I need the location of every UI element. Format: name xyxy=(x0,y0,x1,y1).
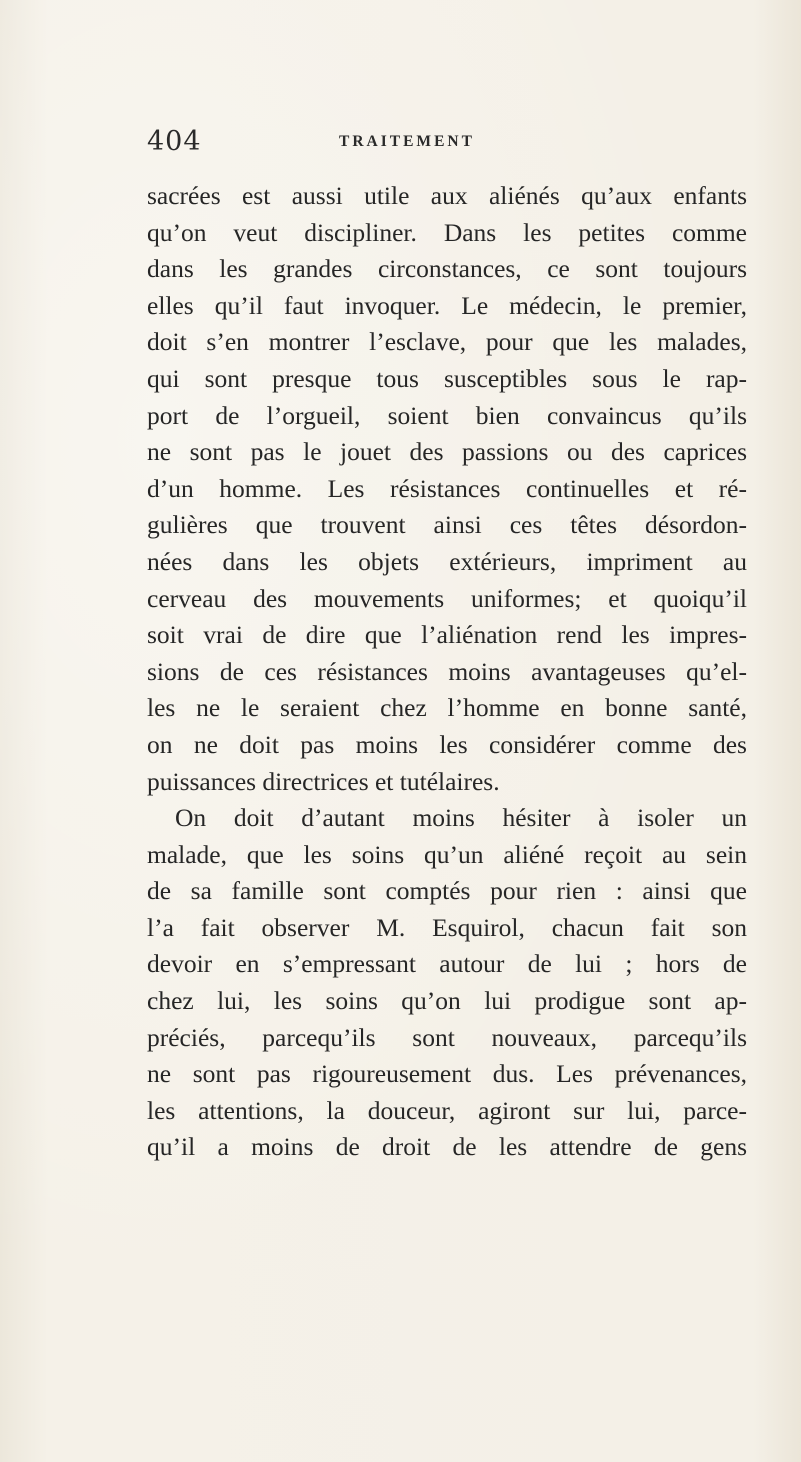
text-line: malade, que les soins qu’un aliéné reçoit au sein xyxy=(147,839,747,869)
text-line: elles qu’il faut invoquer. Le médecin, le premier, xyxy=(147,290,747,320)
text-line: ne sont pas le jouet des passions ou des caprices xyxy=(147,437,747,467)
body-text xyxy=(147,178,747,1166)
text-line: dans les grandes circonstances, ce sont toujours xyxy=(147,254,747,284)
text-line: l’a fait observer M. Esquirol, chacun fait son xyxy=(147,912,747,942)
text-line: qu’on veut discipliner. Dans les petites comme xyxy=(147,217,747,247)
text-line: puissances directrices et tutélaires. xyxy=(147,766,500,796)
page-header xyxy=(147,126,747,162)
text-line: qu’il a moins de droit de les attendre de gens xyxy=(147,1132,747,1162)
text-line: devoir en s’empressant autour de lui ; hors de xyxy=(147,949,747,979)
text-line: chez lui, les soins qu’on lui prodigue sont ap- xyxy=(147,986,747,1016)
text-line: ne sont pas rigoureusement dus. Les prévenances, xyxy=(147,1059,747,1089)
text-line: sacrées est aussi utile aux aliénés qu’aux enfants xyxy=(147,181,747,210)
text-line: les ne le seraient chez l’homme en bonne santé, xyxy=(147,693,747,723)
text-line: on ne doit pas moins les considérer comme des xyxy=(147,729,747,759)
page-number: 404 xyxy=(147,126,202,157)
text-line: cerveau des mouvements uniformes; et quoiqu’il xyxy=(147,583,747,613)
text-line: doit s’en montrer l’esclave, pour que les malades, xyxy=(147,327,747,357)
text-line: d’un homme. Les résistances continuelles et ré- xyxy=(147,473,747,503)
text-line: sions de ces résistances moins avantageuses qu’el- xyxy=(147,656,747,686)
text-line: de sa famille sont comptés pour rien : ainsi que xyxy=(147,876,747,906)
text-line: qui sont presque tous susceptibles sous le rap- xyxy=(147,363,747,393)
text-line: port de l’orgueil, soient bien convaincus qu’ils xyxy=(147,400,747,430)
text-line: préciés, parcequ’ils sont nouveaux, parcequ’ils xyxy=(147,1022,747,1052)
running-head: TRAITEMENT xyxy=(339,133,475,150)
text-line: soit vrai de dire que l’aliénation rend les impres- xyxy=(147,620,747,650)
text-line: On doit d’autant moins hésiter à isoler un xyxy=(175,803,747,833)
text-line: gulières que trouvent ainsi ces têtes désordon- xyxy=(147,510,747,540)
text-line: les attentions, la douceur, agiront sur lui, parce- xyxy=(147,1095,747,1125)
text-line: nées dans les objets extérieurs, impriment au xyxy=(147,546,747,576)
